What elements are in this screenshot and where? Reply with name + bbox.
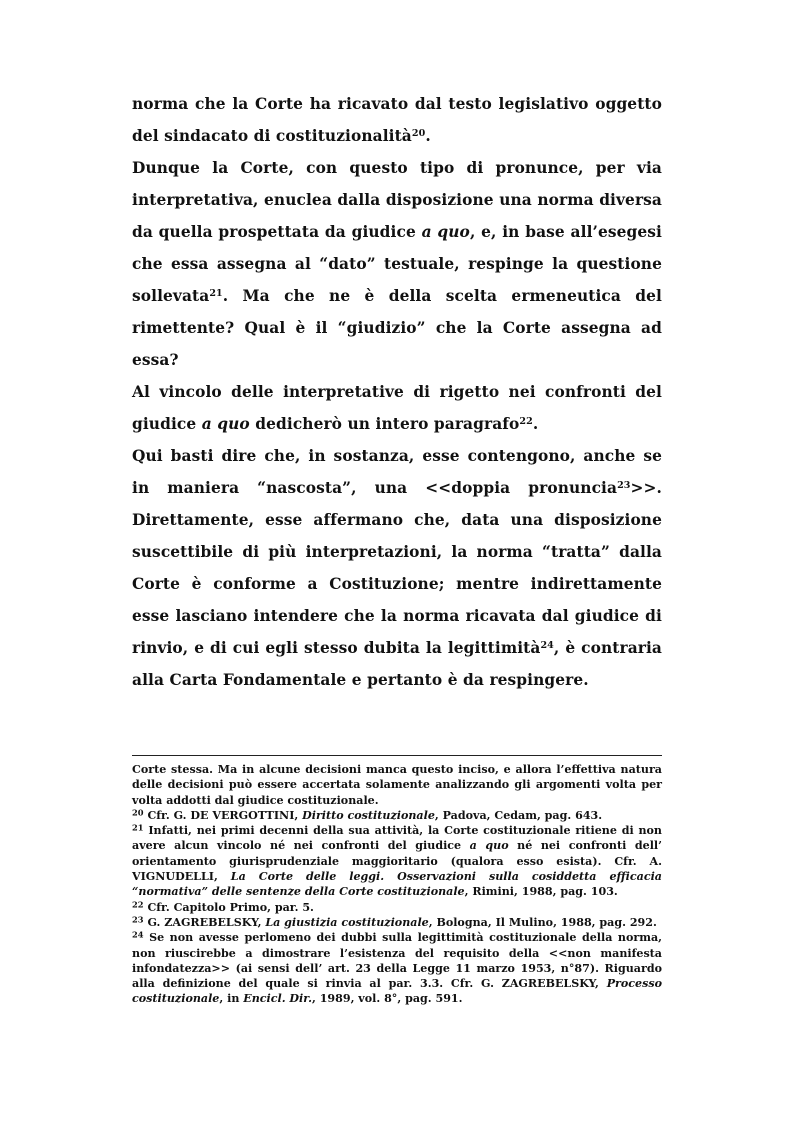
italic-term: a quo — [201, 415, 250, 433]
paragraph-text: Dunque la Corte, con questo tipo di pronunce, per via interpretativa, enuclea dalla disposizione una norma diversa da quella prospettata da giudice — [132, 159, 662, 241]
footnote-number: 24 — [132, 929, 144, 940]
footnote-italic: a quo — [469, 839, 509, 853]
body-text — [132, 88, 662, 696]
footnote-23 — [132, 915, 662, 930]
footnote-text: , 1989, vol. 8°, pag. 591. — [311, 992, 463, 1006]
footnote-text: Infatti, nei primi decenni della sua attività, la Corte costituzionale ritiene di non avere alcun vincolo né nei confronti del giudice — [132, 824, 662, 853]
footnote-italic: Encicl. Dir. — [243, 992, 312, 1006]
paragraph-text: . — [532, 415, 539, 433]
paragraph-4 — [132, 440, 662, 696]
footnote-ref-23[interactable]: 23 — [617, 479, 631, 491]
footnote-text: , in — [219, 992, 244, 1006]
paragraph-text: . Ma che ne è della scelta ermeneutica del rimettente? Qual è il “giudizio” che la Corte assegna ad essa? — [132, 287, 662, 369]
footnote-number: 21 — [132, 822, 144, 833]
paragraph-text: >>. Direttamente, esse affermano che, data una disposizione suscettibile di più interpretazioni, la norma “tratta” dalla Corte è conforme a Costituzione; mentre indirettamente esse lasciano intendere che la norma ricavata dal giudice di rinvio, e di cui egli stesso dubita la legittimità — [132, 479, 662, 657]
footnote-text: Se non avesse perlomeno dei dubbi sulla legittimità costituzionale della norma, non riuscirebbe a dimostrare l’esistenza del requisito della <<non manifesta infondatezza>> (ai sensi dell’ art. 23 della Legge 11 marzo 1953, n°87). Riguardo alla definizione del quale si rinvia al par. 3.3. Cfr. G. ZAGREBELSKY, — [132, 931, 662, 991]
paragraph-2 — [132, 152, 662, 376]
paragraph-text: norma che la Corte ha ricavato dal testo legislativo oggetto del sindacato di costituzionalità — [132, 95, 662, 145]
footnote-title: Diritto costituzionale — [302, 808, 435, 822]
footnote-title: La giustizia costituzionale — [265, 915, 429, 929]
footnote-text: , Padova, Cedam, pag. 643. — [434, 808, 603, 822]
footnote-22 — [132, 900, 662, 915]
footnote-20 — [132, 808, 662, 823]
paragraph-1 — [132, 88, 662, 152]
footnote-title: La Corte delle leggi. Osservazioni sulla cosiddetta efficacia “normativa” delle sentenze della Corte costituzionale — [132, 870, 662, 899]
paragraph-text: , è contraria alla Carta Fondamentale e pertanto è da respingere. — [132, 639, 662, 689]
footnote-title: Processo costituzionale — [132, 977, 662, 1006]
footnote-text: Cfr. Capitolo Primo, par. 5. — [143, 900, 314, 914]
italic-term: a quo — [421, 223, 470, 241]
paragraph-text: Al vincolo delle interpretative di rigetto nei confronti del giudice — [132, 383, 662, 433]
paragraph-text: dedicherò un intero paragrafo — [249, 415, 520, 433]
footnote-divider — [132, 755, 662, 756]
paragraph-text: , e, in base all’esegesi che essa assegna al “dato” testuale, respinge la questione sollevata — [132, 223, 662, 305]
footnote-ref-21[interactable]: 21 — [209, 287, 223, 299]
footnote-number: 23 — [132, 914, 144, 925]
paragraph-3 — [132, 376, 662, 440]
paragraph-text: Qui basti dire che, in sostanza, esse contengono, anche se in maniera “nascosta”, una <<doppia pronuncia — [132, 447, 662, 497]
footnote-continuation: Corte stessa. Ma in alcune decisioni manca questo inciso, e allora l’effettiva natura delle decisioni può essere accertata solamente analizzando gli argomenti volta per volta addotti dal giudice costituzionale. — [132, 763, 662, 807]
footnote-text: , Bologna, Il Mulino, 1988, pag. 292. — [428, 915, 657, 929]
footnote-ref-24[interactable]: 24 — [540, 639, 554, 651]
footnote-number: 20 — [132, 807, 144, 818]
footnote-21 — [132, 823, 662, 899]
footnote-text: Cfr. G. DE VERGOTTINI, — [143, 808, 303, 822]
footnotes — [132, 762, 662, 1007]
footnote-text: né nei confronti dell’ orientamento giurisprudenziale maggioritario (qualora esso esista). Cfr. A. VIGNUDELLI, — [132, 839, 662, 884]
footnote-24 — [132, 930, 662, 1006]
paragraph-text: . — [425, 127, 431, 145]
footnote-ref-20[interactable]: 20 — [411, 127, 426, 139]
footnote-text: G. ZAGREBELSKY, — [143, 915, 266, 929]
footnote-number: 22 — [132, 898, 144, 909]
footnote-ref-22[interactable]: 22 — [519, 415, 533, 427]
footnote-text: , Rimini, 1988, pag. 103. — [464, 885, 618, 899]
